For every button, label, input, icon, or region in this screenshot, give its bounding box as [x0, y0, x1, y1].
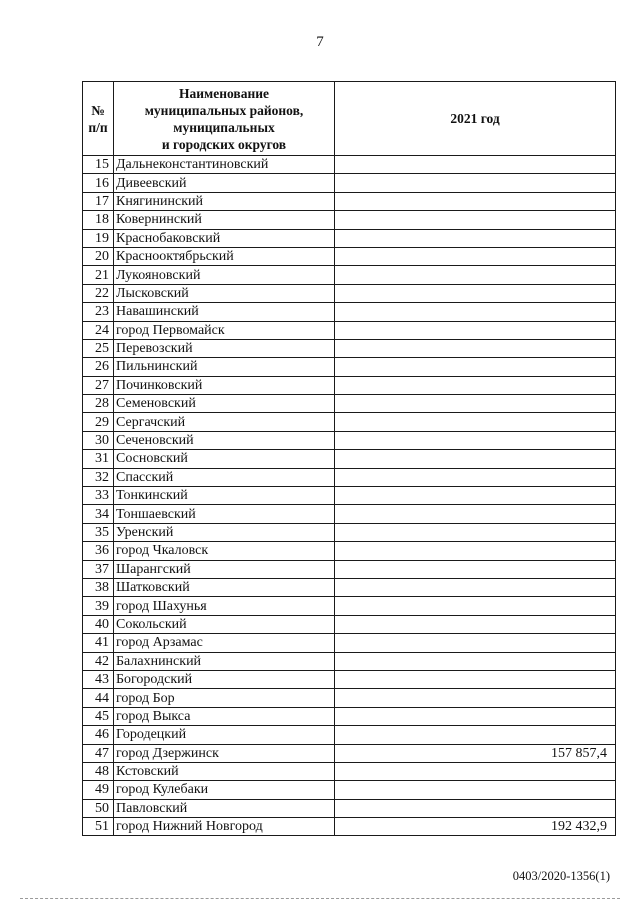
municipality-name: Балахнинский — [114, 652, 335, 670]
municipality-name: город Первомайск — [114, 321, 335, 339]
table-row — [83, 192, 616, 210]
row-number: 41 — [83, 634, 114, 652]
municipality-name: Кстовский — [114, 762, 335, 780]
municipality-name: Тонкинский — [114, 487, 335, 505]
table-row — [83, 707, 616, 725]
table-row — [83, 358, 616, 376]
table-row — [83, 762, 616, 780]
table-row — [83, 578, 616, 596]
municipality-name: Уренский — [114, 523, 335, 541]
year-2021-value — [335, 156, 616, 174]
header-number-column — [83, 82, 114, 156]
year-2021-value — [335, 468, 616, 486]
row-number: 30 — [83, 431, 114, 449]
header-name-line: муниципальных районов, — [144, 102, 304, 118]
municipality-name: город Шахунья — [114, 597, 335, 615]
year-2021-value — [335, 395, 616, 413]
row-number: 19 — [83, 229, 114, 247]
year-2021-value — [335, 542, 616, 560]
row-number: 26 — [83, 358, 114, 376]
year-2021-value — [335, 799, 616, 817]
row-number: 47 — [83, 744, 114, 762]
municipality-name: город Дзержинск — [114, 744, 335, 762]
table-row — [83, 560, 616, 578]
table-row — [83, 339, 616, 357]
year-2021-value — [335, 726, 616, 744]
table-row — [83, 615, 616, 633]
municipality-name: Перевозский — [114, 339, 335, 357]
municipality-name: город Кулебаки — [114, 781, 335, 799]
row-number: 40 — [83, 615, 114, 633]
table-row — [83, 211, 616, 229]
year-2021-value — [335, 450, 616, 468]
municipality-name: Дивеевский — [114, 174, 335, 192]
municipality-name: город Чкаловск — [114, 542, 335, 560]
year-2021-value: 157 857,4 — [335, 744, 616, 762]
year-2021-value — [335, 174, 616, 192]
municipality-name: Краснооктябрьский — [114, 247, 335, 265]
year-2021-value — [335, 321, 616, 339]
year-2021-value — [335, 560, 616, 578]
year-2021-value — [335, 578, 616, 596]
row-number: 27 — [83, 376, 114, 394]
header-name-column — [114, 82, 335, 156]
header-year-column: 2021 год — [335, 82, 616, 156]
table-row — [83, 652, 616, 670]
municipality-name: Сосновский — [114, 450, 335, 468]
municipality-name: Княгининский — [114, 192, 335, 210]
municipality-name: Спасский — [114, 468, 335, 486]
year-2021-value — [335, 707, 616, 725]
year-2021-value — [335, 597, 616, 615]
row-number: 33 — [83, 487, 114, 505]
table-row — [83, 431, 616, 449]
row-number: 44 — [83, 689, 114, 707]
table-row — [83, 505, 616, 523]
header-name-line: и городских округов — [161, 136, 287, 152]
municipality-name: Ковернинский — [114, 211, 335, 229]
table-row — [83, 395, 616, 413]
year-2021-value — [335, 303, 616, 321]
header-number-line: п/п — [88, 119, 108, 135]
year-2021-value — [335, 247, 616, 265]
municipality-name: город Нижний Новгород — [114, 818, 335, 836]
municipality-name: Тоншаевский — [114, 505, 335, 523]
year-2021-value — [335, 339, 616, 357]
header-number-line: № — [91, 102, 105, 118]
header-name-line: муниципальных — [173, 119, 275, 135]
year-2021-value — [335, 762, 616, 780]
row-number: 18 — [83, 211, 114, 229]
municipality-name: Пильнинский — [114, 358, 335, 376]
municipality-name: Шарангский — [114, 560, 335, 578]
municipality-name: Сергачский — [114, 413, 335, 431]
year-2021-value — [335, 689, 616, 707]
row-number: 42 — [83, 652, 114, 670]
table-row — [83, 174, 616, 192]
row-number: 43 — [83, 670, 114, 688]
row-number: 34 — [83, 505, 114, 523]
table-row — [83, 413, 616, 431]
table-row — [83, 597, 616, 615]
table-row — [83, 450, 616, 468]
year-2021-value — [335, 358, 616, 376]
row-number: 15 — [83, 156, 114, 174]
row-number: 39 — [83, 597, 114, 615]
year-2021-value — [335, 211, 616, 229]
year-2021-value — [335, 634, 616, 652]
row-number: 37 — [83, 560, 114, 578]
municipality-name: Лысковский — [114, 284, 335, 302]
row-number: 21 — [83, 266, 114, 284]
municipality-name: город Арзамас — [114, 634, 335, 652]
year-2021-value — [335, 523, 616, 541]
municipality-name: Дальнеконстантиновский — [114, 156, 335, 174]
table-row — [83, 670, 616, 688]
year-2021-value: 192 432,9 — [335, 818, 616, 836]
year-2021-value — [335, 266, 616, 284]
municipality-name: город Выкса — [114, 707, 335, 725]
table-row — [83, 266, 616, 284]
table-body — [83, 156, 616, 836]
year-2021-value — [335, 229, 616, 247]
row-number: 50 — [83, 799, 114, 817]
row-number: 51 — [83, 818, 114, 836]
table-header-row — [83, 82, 616, 156]
year-2021-value — [335, 505, 616, 523]
row-number: 22 — [83, 284, 114, 302]
table-row — [83, 634, 616, 652]
row-number: 29 — [83, 413, 114, 431]
table-row — [83, 542, 616, 560]
table-row — [83, 247, 616, 265]
row-number: 35 — [83, 523, 114, 541]
row-number: 38 — [83, 578, 114, 596]
municipality-name: Городецкий — [114, 726, 335, 744]
year-2021-value — [335, 284, 616, 302]
municipality-name: Навашинский — [114, 303, 335, 321]
table-row — [83, 284, 616, 302]
year-2021-value — [335, 652, 616, 670]
row-number: 20 — [83, 247, 114, 265]
header-name-line: Наименование — [179, 85, 269, 101]
municipality-name: Починковский — [114, 376, 335, 394]
table-row — [83, 156, 616, 174]
table-row — [83, 799, 616, 817]
year-2021-value — [335, 615, 616, 633]
page-number: 7 — [316, 34, 324, 50]
row-number: 24 — [83, 321, 114, 339]
row-number: 16 — [83, 174, 114, 192]
document-code: 0403/2020-1356(1) — [512, 869, 610, 883]
year-2021-value — [335, 431, 616, 449]
municipality-name: Сокольский — [114, 615, 335, 633]
table-row — [83, 303, 616, 321]
municipality-name: город Бор — [114, 689, 335, 707]
row-number: 46 — [83, 726, 114, 744]
table-row — [83, 818, 616, 836]
row-number: 48 — [83, 762, 114, 780]
year-2021-value — [335, 376, 616, 394]
row-number: 28 — [83, 395, 114, 413]
table-row — [83, 229, 616, 247]
table-row — [83, 468, 616, 486]
table-row — [83, 781, 616, 799]
row-number: 32 — [83, 468, 114, 486]
municipality-name: Павловский — [114, 799, 335, 817]
municipality-name: Сеченовский — [114, 431, 335, 449]
subsidy-table — [82, 81, 616, 836]
page-bottom-edge — [20, 898, 620, 899]
table-row — [83, 487, 616, 505]
municipality-name: Семеновский — [114, 395, 335, 413]
year-2021-value — [335, 670, 616, 688]
year-2021-value — [335, 781, 616, 799]
table-row — [83, 689, 616, 707]
table-row — [83, 376, 616, 394]
row-number: 45 — [83, 707, 114, 725]
year-2021-value — [335, 413, 616, 431]
row-number: 17 — [83, 192, 114, 210]
municipality-name: Лукояновский — [114, 266, 335, 284]
row-number: 23 — [83, 303, 114, 321]
table-row — [83, 726, 616, 744]
table-row — [83, 321, 616, 339]
row-number: 36 — [83, 542, 114, 560]
municipality-name: Богородский — [114, 670, 335, 688]
row-number: 25 — [83, 339, 114, 357]
municipality-name: Краснобаковский — [114, 229, 335, 247]
year-2021-value — [335, 487, 616, 505]
row-number: 31 — [83, 450, 114, 468]
municipality-name: Шатковский — [114, 578, 335, 596]
table-row — [83, 523, 616, 541]
row-number: 49 — [83, 781, 114, 799]
table-row — [83, 744, 616, 762]
year-2021-value — [335, 192, 616, 210]
